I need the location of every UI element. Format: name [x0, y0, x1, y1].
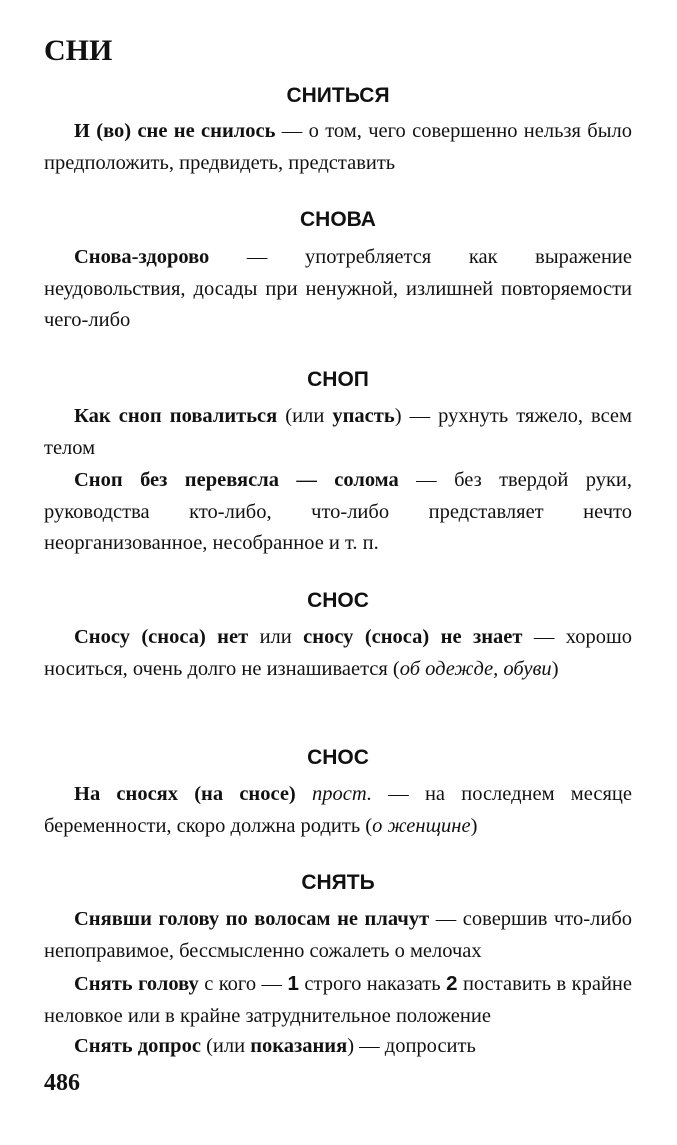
headword: СНОС — [307, 589, 369, 612]
entry-phrase: Снять голову — [74, 973, 199, 995]
entry-definition: — хорошо носиться, очень долго не изнашивается ( — [44, 626, 633, 680]
entry-phrase: Снять допрос — [74, 1035, 201, 1057]
entry-phrase: И (во) сне не снилось — [74, 120, 276, 142]
sense-number: 2 — [446, 972, 458, 995]
entry-connector: (или — [277, 405, 333, 427]
entry-definition: ) — допросить — [347, 1035, 476, 1057]
dictionary-entry — [44, 401, 632, 464]
headword: СНЯТЬ — [301, 871, 375, 894]
dictionary-entry — [44, 465, 632, 560]
dictionary-entry — [44, 904, 632, 967]
dictionary-entry — [44, 1031, 632, 1063]
dictionary-entry — [44, 242, 632, 337]
entry-definition: — совершив что-либо непоправимое, бессмысленно сожалеть о мелочах — [44, 908, 633, 962]
entry-usage-note: о женщине — [372, 814, 471, 837]
entry-closing: ) — [470, 814, 478, 837]
entry-style-label: прост. — [311, 783, 373, 805]
entry-phrase: Сносу (сноса) нет — [74, 626, 249, 648]
headword: СНОС — [307, 746, 369, 769]
entry-phrase: На сносях (на сносе) — [74, 783, 296, 805]
headword: СНОП — [307, 368, 369, 391]
entry-definition: — на последнем месяце беременности, скоро должна родить ( — [44, 783, 632, 837]
entry-phrase: Снова-здорово — [74, 246, 210, 268]
headword: СНОВА — [300, 208, 376, 231]
entry-sense-text: поставить в крайне неловкое или в крайне затруднительное положение — [44, 973, 633, 1027]
headword: СНИТЬСЯ — [286, 84, 390, 107]
entry-connector: с кого — — [198, 973, 288, 995]
entry-sense-text: строго наказать — [298, 973, 447, 995]
dictionary-entry — [44, 779, 632, 842]
entry-definition: ) — рухнуть тяжело, всем телом — [44, 405, 633, 459]
entry-connector — [296, 783, 312, 805]
dictionary-entry — [44, 968, 632, 1032]
entry-phrase: Снявши голову по волосам не плачут — [74, 908, 430, 930]
running-head: СНИ — [44, 34, 113, 67]
entry-closing: ) — [551, 657, 559, 680]
entry-definition: — употребляется как выражение неудовольствия, досады при ненужной, излишней повторяемости чего-либо — [44, 246, 632, 331]
entry-phrase: Как сноп повалиться — [74, 405, 278, 427]
entry-definition: — без твердой руки, руководства кто-либо, что-либо представляет нечто неорганизованное, несобранное и т. п. — [44, 469, 632, 554]
entry-definition: — о том, чего совершенно нельзя было предположить, предвидеть, представить — [44, 120, 632, 174]
sense-number: 1 — [287, 972, 299, 995]
entry-phrase-variant: упасть — [332, 405, 395, 427]
entry-phrase-variant: сносу (сноса) не знает — [303, 626, 523, 648]
entry-phrase: Сноп без перевясла — солома — [74, 469, 399, 491]
entry-usage-note: об одежде, обуви — [399, 657, 552, 680]
entry-connector: (или — [200, 1035, 251, 1057]
entry-connector: или — [248, 626, 304, 648]
entry-phrase-variant: показания — [250, 1035, 348, 1057]
dictionary-entry — [44, 116, 632, 179]
dictionary-entry — [44, 622, 632, 685]
page-number: 486 — [44, 1070, 80, 1096]
